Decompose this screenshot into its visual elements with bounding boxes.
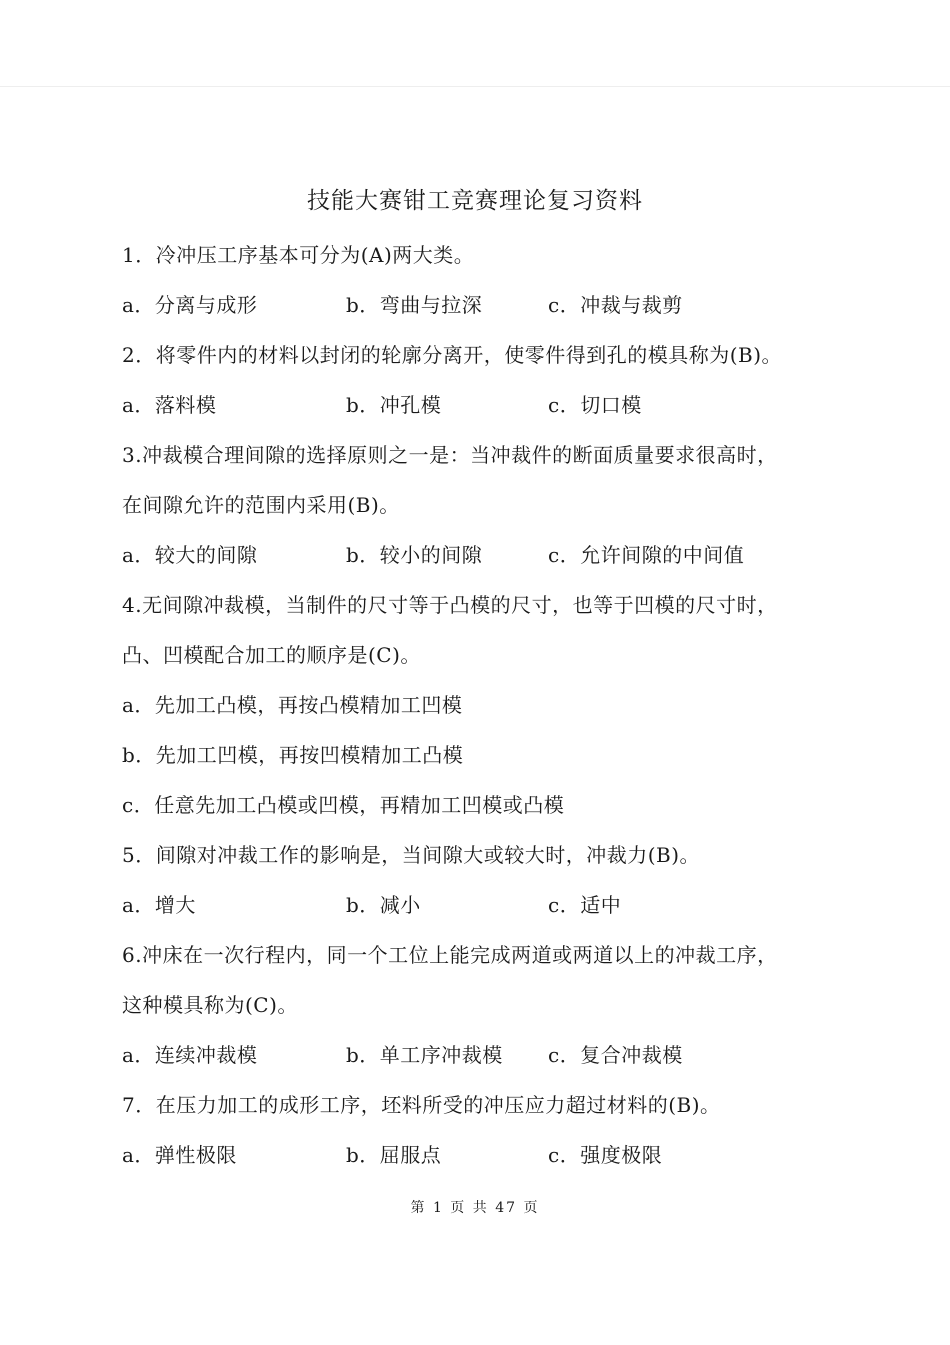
answer-option: a．先加工凸模，再按凸模精加工凹模 (122, 693, 463, 717)
answer-option: a．连续冲裁模 (122, 1043, 258, 1067)
question-text: 凸、凹模配合加工的顺序是(C)。 (122, 643, 421, 667)
answer-option: b．较小的间隙 (346, 543, 483, 567)
answer-option: b．弯曲与拉深 (346, 293, 483, 317)
question-block (122, 338, 842, 438)
question-text: 5．间隙对冲裁工作的影响是，当间隙大或较大时，冲裁力(B)。 (122, 843, 701, 867)
question-block (122, 588, 842, 838)
question-text: 1．冷冲压工序基本可分为(A)两大类。 (122, 243, 475, 267)
answer-option: b．减小 (346, 893, 421, 917)
answer-option: c．冲裁与裁剪 (548, 293, 683, 317)
answer-option: a．分离与成形 (122, 293, 258, 317)
top-divider (0, 86, 950, 87)
question-block (122, 438, 842, 588)
question-block (122, 238, 842, 338)
question-text: 6.冲床在一次行程内，同一个工位上能完成两道或两道以上的冲裁工序， (122, 943, 778, 967)
question-text: 3.冲裁模合理间隙的选择原则之一是：当冲裁件的断面质量要求很高时， (122, 443, 778, 467)
question-list (122, 238, 842, 1188)
options-row (122, 1138, 842, 1188)
question-block (122, 938, 842, 1088)
options-row (122, 538, 842, 588)
answer-option: c．切口模 (548, 393, 642, 417)
options-row (122, 888, 842, 938)
answer-option: b．先加工凹模，再按凹模精加工凸模 (122, 743, 464, 767)
answer-option: b．冲孔模 (346, 393, 442, 417)
answer-option: c．强度极限 (548, 1143, 663, 1167)
answer-option: b．屈服点 (346, 1143, 442, 1167)
question-text: 4.无间隙冲裁模，当制件的尺寸等于凸模的尺寸，也等于凹模的尺寸时， (122, 593, 778, 617)
question-text: 这种模具称为(C)。 (122, 993, 298, 1017)
answer-option: a．弹性极限 (122, 1143, 237, 1167)
answer-option: a．较大的间隙 (122, 543, 258, 567)
question-text: 7．在压力加工的成形工序，坯料所受的冲压应力超过材料的(B)。 (122, 1093, 721, 1117)
options-row (122, 1038, 842, 1088)
page-footer: 第 1 页 共 47 页 (410, 1200, 540, 1216)
answer-option: a．增大 (122, 893, 196, 917)
answer-option: c．任意先加工凸模或凹模，再精加工凹模或凸模 (122, 793, 565, 817)
question-block (122, 838, 842, 938)
question-block (122, 1088, 842, 1188)
question-text: 在间隙允许的范围内采用(B)。 (122, 493, 400, 517)
answer-option: b．单工序冲裁模 (346, 1043, 503, 1067)
answer-option: c．允许间隙的中间值 (548, 543, 745, 567)
answer-option: a．落料模 (122, 393, 217, 417)
question-text: 2．将零件内的材料以封闭的轮廓分离开，使零件得到孔的模具称为(B)。 (122, 343, 783, 367)
answer-option: c．适中 (548, 893, 622, 917)
answer-option: c．复合冲裁模 (548, 1043, 683, 1067)
options-row (122, 288, 842, 338)
options-row (122, 388, 842, 438)
document-title: 技能大赛钳工竞赛理论复习资料 (307, 188, 643, 214)
